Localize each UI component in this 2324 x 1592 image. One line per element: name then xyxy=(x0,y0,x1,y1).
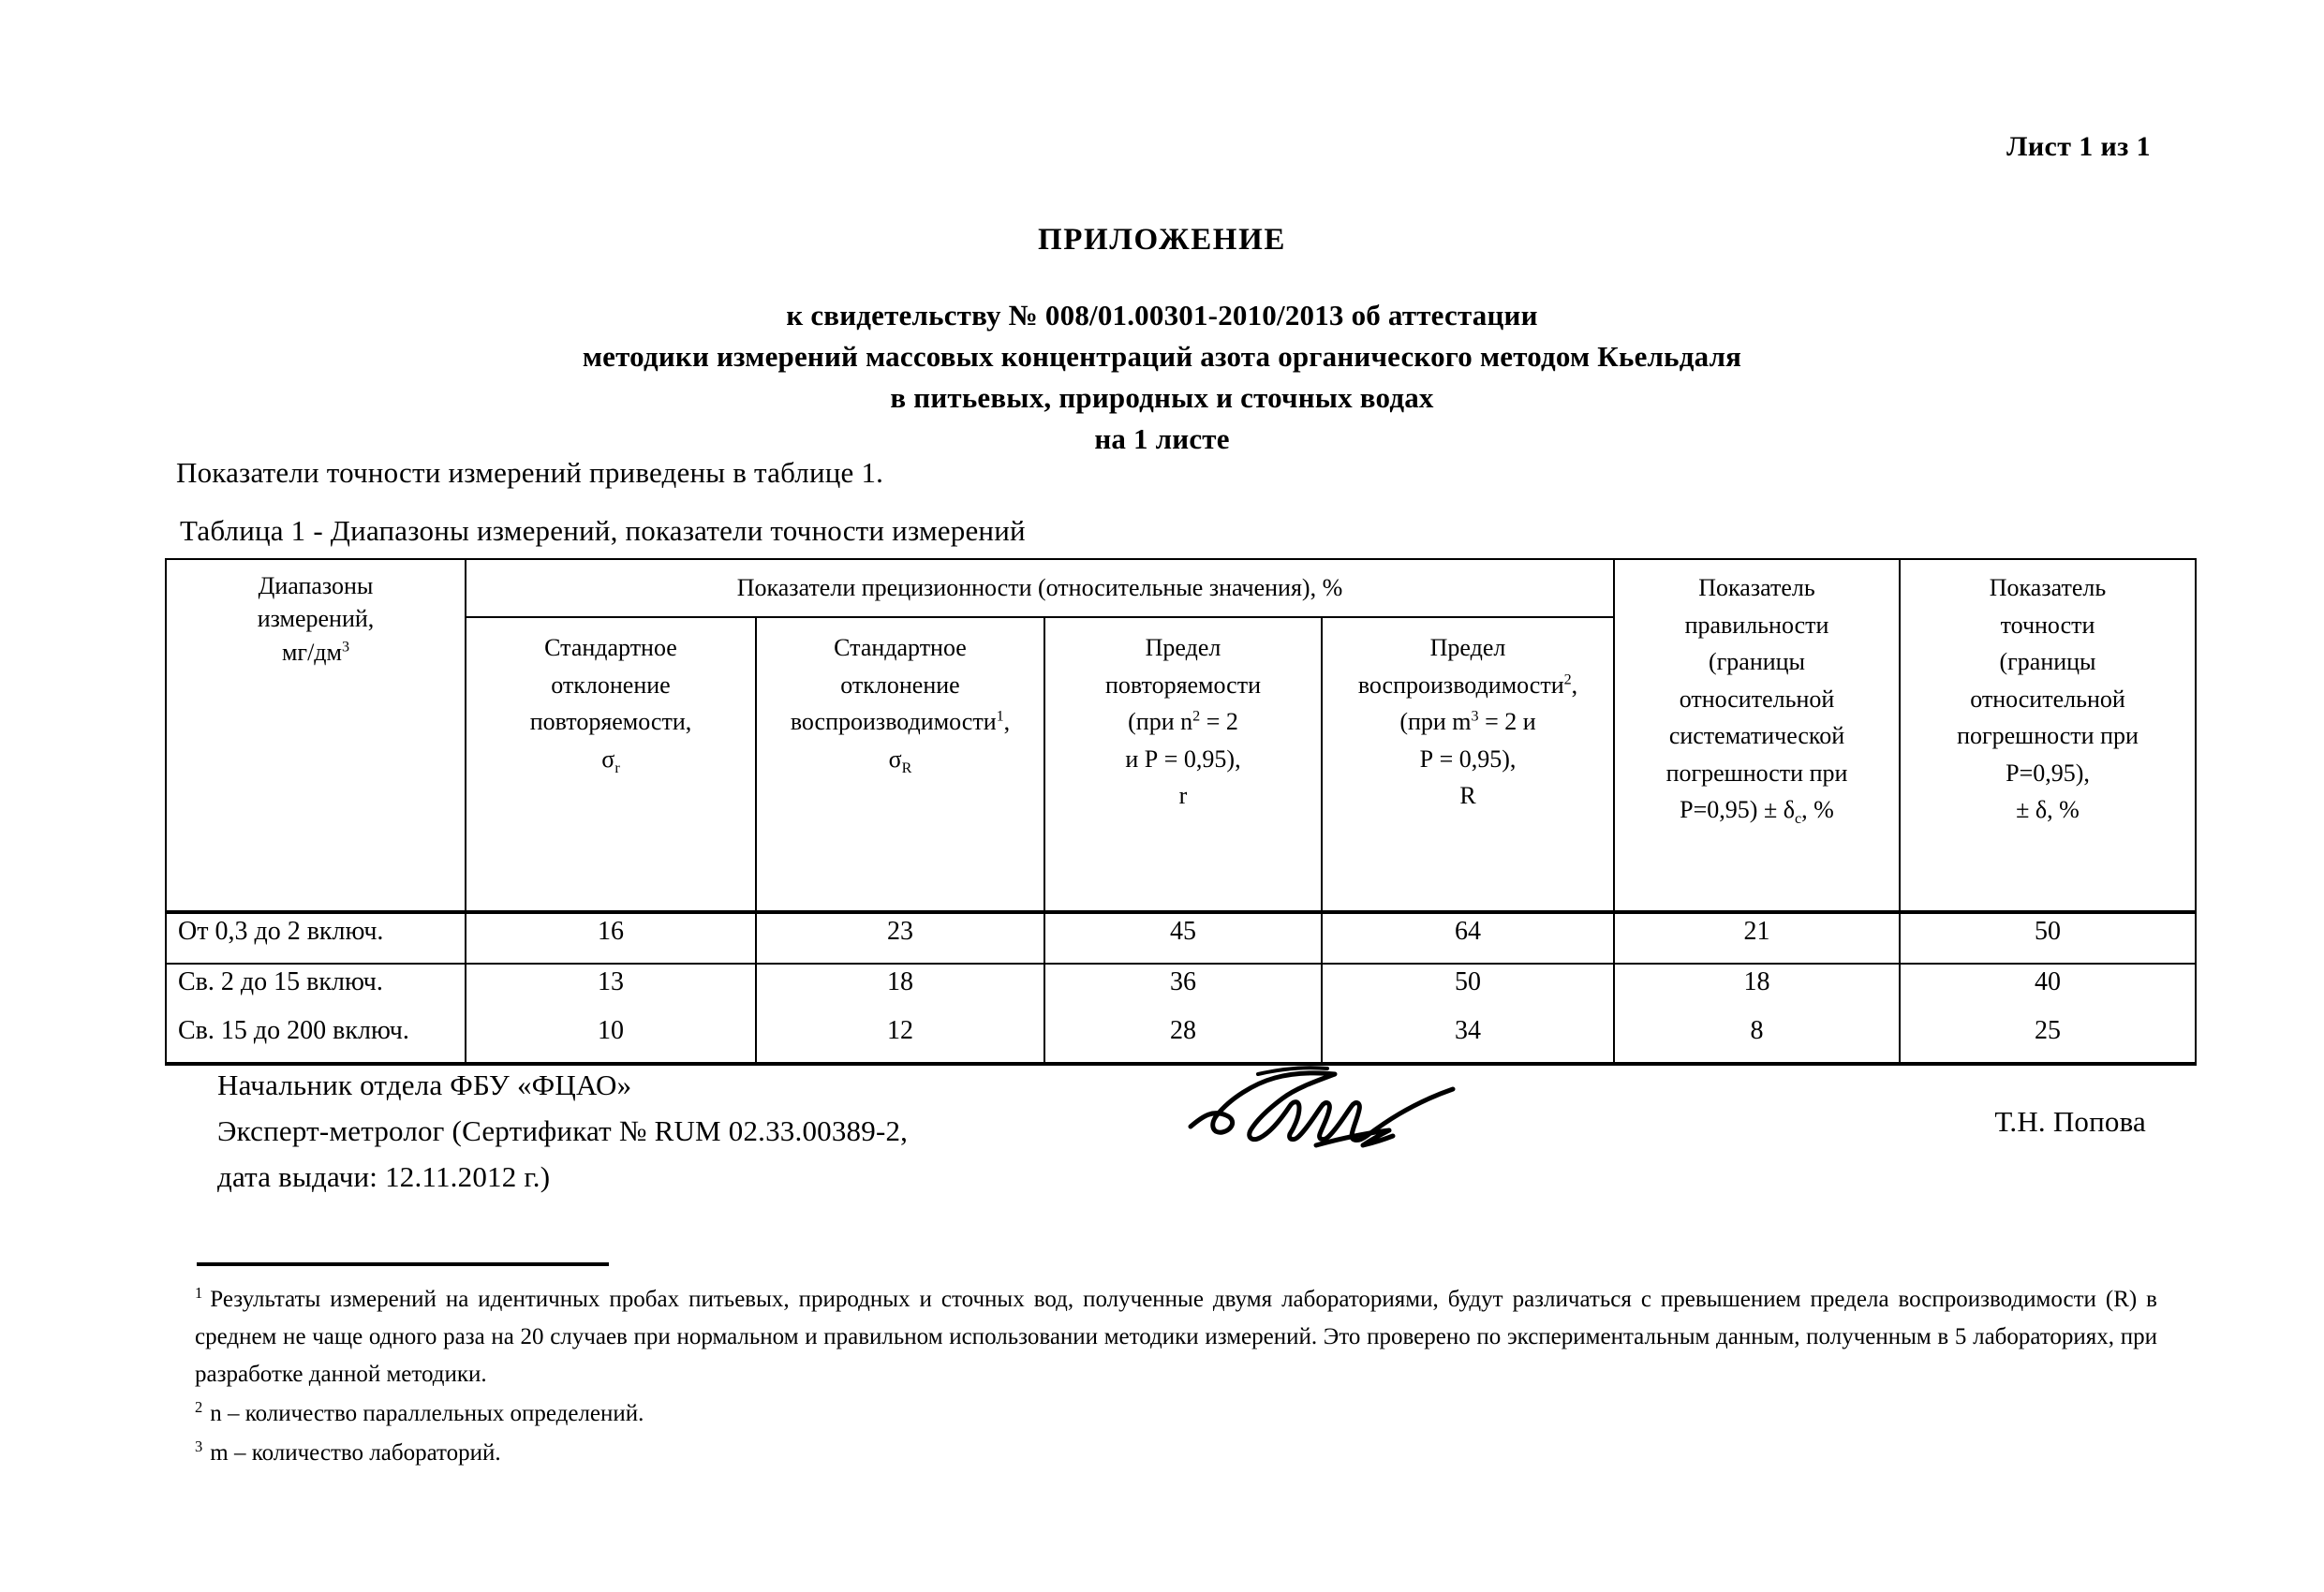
header-limit-r-l1: Предел xyxy=(1145,634,1221,661)
header-trueness-inner xyxy=(1615,569,1899,829)
header-limit-R-l1: Предел xyxy=(1429,634,1506,661)
header-accuracy-l3: (границы xyxy=(1999,648,2096,676)
cell-accuracy: 40 xyxy=(1900,964,2196,1013)
cell-limit-R: 34 xyxy=(1322,1013,1614,1064)
cell-trueness: 21 xyxy=(1614,912,1900,964)
header-range-column xyxy=(166,559,466,912)
cell-range: Св. 15 до 200 включ. xyxy=(166,1013,466,1064)
header-sd-r-l1: Стандартное xyxy=(544,634,677,661)
table-row xyxy=(166,912,2196,964)
header-range-l3 xyxy=(167,636,465,669)
header-accuracy-l2: точности xyxy=(2000,611,2095,639)
header-range-l1: Диапазоны xyxy=(258,572,374,599)
cell-limit-r: 28 xyxy=(1044,1013,1322,1064)
accuracy-table-wrapper xyxy=(165,558,2195,1066)
header-limit-r-l3 xyxy=(1045,703,1321,741)
header-sd-repeatability xyxy=(466,617,756,912)
header-sd-R-l3-base: воспроизводимости xyxy=(790,708,997,736)
header-accuracy-column xyxy=(1900,559,2196,912)
cell-limit-r: 36 xyxy=(1044,964,1322,1013)
header-range-unit: мг/дм xyxy=(281,638,342,666)
header-limit-R-l2 xyxy=(1323,667,1613,704)
header-trueness-l7b: , % xyxy=(1801,796,1834,824)
header-sd-r-l2: отклонение xyxy=(551,671,671,699)
header-trueness-l6: погрешности при xyxy=(1665,759,1848,787)
table-row xyxy=(166,964,2196,1013)
cell-sd-r: 16 xyxy=(466,912,756,964)
header-sd-reproducibility xyxy=(756,617,1044,912)
cell-sd-R: 12 xyxy=(756,1013,1044,1064)
header-limit-R-inner xyxy=(1323,629,1613,815)
cell-sd-r: 10 xyxy=(466,1013,756,1064)
header-trueness-l3: (границы xyxy=(1708,648,1806,676)
header-limit-R-l2-base: воспроизводимости xyxy=(1357,671,1564,699)
header-limit-R-symbol: R xyxy=(1459,782,1476,810)
title-subline-4: на 1 листе xyxy=(1094,422,1230,456)
header-trueness-l7a: Р=0,95) ± δ xyxy=(1680,796,1795,824)
header-limit-r-l2: повторяемости xyxy=(1105,671,1261,699)
cell-range: Св. 2 до 15 включ. xyxy=(166,964,466,1013)
header-range-l2: измерений, xyxy=(257,605,375,633)
footnote-2-text: n – количество параллельных определений. xyxy=(210,1401,644,1426)
footnote-ref-3: 3 xyxy=(1471,708,1479,725)
header-limit-r-symbol: r xyxy=(1178,782,1188,810)
footnote-1-marker: 1 xyxy=(195,1283,203,1302)
header-limit-repeatability xyxy=(1044,617,1322,912)
cell-limit-R: 50 xyxy=(1322,964,1614,1013)
footnote-ref-1: 1 xyxy=(996,708,1004,725)
header-limit-R-l4: Р = 0,95), xyxy=(1419,744,1517,773)
sigma-R-subscript: R xyxy=(901,759,912,776)
title-subline-1: к свидетельству № 008/01.00301-2010/2013 об аттестации xyxy=(786,299,1538,332)
table-header-row-1 xyxy=(166,559,2196,617)
header-sd-R-symbol xyxy=(757,741,1044,778)
header-sd-R-l2: отклонение xyxy=(840,671,960,699)
cell-sd-R: 23 xyxy=(756,912,1044,964)
header-limit-R-l3a: (при m xyxy=(1399,708,1472,736)
signature-block xyxy=(217,1063,908,1201)
cell-sd-R: 18 xyxy=(756,964,1044,1013)
header-trueness-l4: относительной xyxy=(1679,685,1835,713)
cell-trueness: 8 xyxy=(1614,1013,1900,1064)
header-precision-band: Показатели прецизионности (относительные значения), % xyxy=(466,559,1614,617)
header-accuracy-l5: погрешности при xyxy=(1957,722,2139,750)
footnote-1 xyxy=(195,1281,2157,1393)
header-sd-R-l3-tail: , xyxy=(1003,708,1011,736)
footnote-3-marker: 3 xyxy=(195,1437,203,1455)
header-sd-r-symbol xyxy=(466,741,755,778)
title-subline-3: в питьевых, природных и сточных водах xyxy=(890,381,1434,415)
handwritten-signature-icon xyxy=(1185,1054,1485,1166)
signatory-name: Т.Н. Попова xyxy=(1994,1105,2146,1138)
sigma-r-subscript: r xyxy=(614,759,620,776)
header-accuracy-l7: ± δ, % xyxy=(2016,796,2080,824)
header-limit-r-l4: и Р = 0,95), xyxy=(1125,744,1241,773)
footnote-ref-2b: 2 xyxy=(1563,671,1572,687)
header-limit-r-inner xyxy=(1045,629,1321,815)
header-trueness-l1: Показатель xyxy=(1698,574,1815,601)
header-range-exponent: 3 xyxy=(341,639,350,656)
header-limit-r-l3b: = 2 xyxy=(1200,708,1238,736)
header-limit-R-l3b: = 2 и xyxy=(1478,708,1536,736)
signatory-certificate-date: дата выдачи: 12.11.2012 г.) xyxy=(217,1159,551,1193)
footnote-ref-2: 2 xyxy=(1192,708,1201,725)
header-trueness-subscript: с xyxy=(1794,811,1802,828)
signatory-position: Начальник отдела ФБУ «ФЦАО» xyxy=(217,1069,632,1101)
header-accuracy-l1: Показатель xyxy=(1989,574,2107,601)
header-sd-R-l3 xyxy=(757,703,1044,741)
intro-sentence: Показатели точности измерений приведены в таблице 1. xyxy=(176,456,884,489)
header-accuracy-l4: относительной xyxy=(1970,685,2125,713)
signatory-certificate: Эксперт-метролог (Сертификат № RUM 02.33.00389-2, xyxy=(217,1113,909,1147)
header-trueness-l5: систематической xyxy=(1668,722,1845,750)
footnotes-area xyxy=(195,1281,2157,1472)
header-sd-R-inner xyxy=(757,629,1044,777)
cell-accuracy: 50 xyxy=(1900,912,2196,964)
header-limit-r-l3a: (при n xyxy=(1128,708,1193,736)
footnote-1-text: Результаты измерений на идентичных пробах питьевых, природных и сточных вод, полученные двумя лабораториями, будут различаться с превышением предела воспроизводимости (R) в среднем не чаще одного раза на 20 случаев при нормальном и правильном использовании методики измерений. Это проверено по экспериментальным данным, полученным в 5 лабораториях, при разработке данной методики. xyxy=(195,1287,2157,1387)
header-trueness-l2: правильности xyxy=(1684,611,1829,639)
header-limit-R-l2-tail: , xyxy=(1571,671,1578,699)
cell-trueness: 18 xyxy=(1614,964,1900,1013)
footnote-2-marker: 2 xyxy=(195,1397,203,1416)
header-sd-r-inner xyxy=(466,629,755,777)
header-trueness-l7 xyxy=(1615,791,1899,829)
footnote-3 xyxy=(195,1435,2157,1472)
sheet-marker: Лист 1 из 1 xyxy=(2006,131,2151,162)
cell-accuracy: 25 xyxy=(1900,1013,2196,1064)
header-limit-reproducibility xyxy=(1322,617,1614,912)
sigma-glyph: σ xyxy=(888,744,902,773)
header-accuracy-inner xyxy=(1901,569,2195,829)
cell-limit-r: 45 xyxy=(1044,912,1322,964)
header-sd-r-l3: повторяемости, xyxy=(529,708,692,736)
header-trueness-column xyxy=(1614,559,1900,912)
page-title: ПРИЛОЖЕНИЕ xyxy=(1038,223,1286,257)
header-accuracy-l6: Р=0,95), xyxy=(2006,759,2090,787)
footnote-2 xyxy=(195,1395,2157,1433)
cell-sd-r: 13 xyxy=(466,964,756,1013)
table-row xyxy=(166,1013,2196,1064)
title-block xyxy=(0,223,2324,460)
accuracy-table xyxy=(165,558,2197,1066)
sigma-glyph: σ xyxy=(601,744,615,773)
footnote-separator xyxy=(197,1262,609,1266)
header-sd-R-l1: Стандартное xyxy=(834,634,967,661)
cell-limit-R: 64 xyxy=(1322,912,1614,964)
table-caption: Таблица 1 - Диапазоны измерений, показатели точности измерений xyxy=(180,514,1026,547)
footnote-3-text: m – количество лабораторий. xyxy=(210,1440,501,1466)
cell-range: От 0,3 до 2 включ. xyxy=(166,912,466,964)
title-subline-2: методики измерений массовых концентраций азота органического методом Кьельдаля xyxy=(582,340,1742,374)
header-limit-R-l3 xyxy=(1323,703,1613,741)
